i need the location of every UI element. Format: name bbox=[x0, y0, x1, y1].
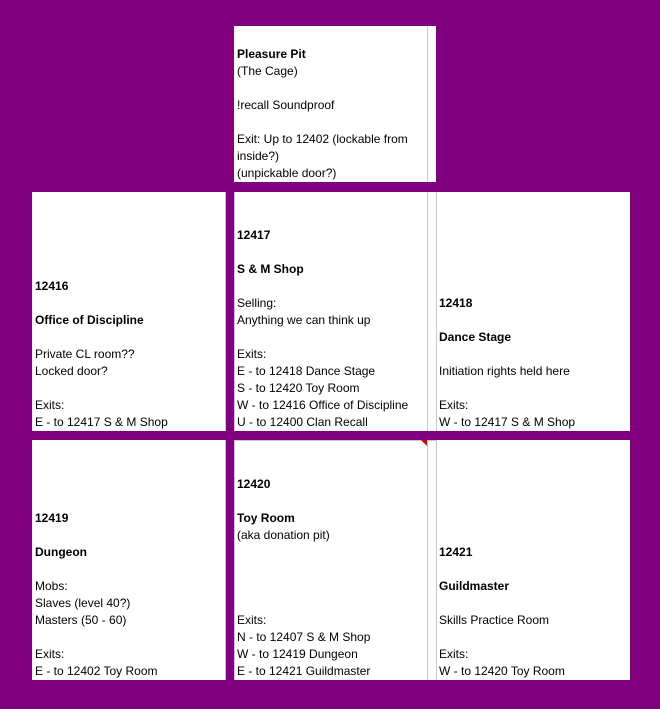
room-text-line bbox=[439, 346, 627, 363]
room-text-line: (aka donation pit) bbox=[237, 528, 330, 542]
room-text-line: Private CL room?? bbox=[35, 347, 135, 361]
gridline bbox=[225, 192, 226, 431]
room-text-line: W - to 12419 Dungeon bbox=[237, 647, 358, 661]
room-heading: 12417 bbox=[237, 228, 271, 242]
gridline bbox=[436, 440, 437, 680]
room-text-line bbox=[439, 561, 627, 578]
room-heading: Dungeon bbox=[35, 545, 87, 559]
room-text-line bbox=[35, 527, 222, 544]
room-text-line: U - to 12400 Clan Recall bbox=[237, 415, 368, 429]
gridline bbox=[436, 192, 437, 431]
room-text-line: Exit: Up to 12402 (lockable from bbox=[237, 132, 408, 146]
room-heading: Dance Stage bbox=[439, 330, 512, 344]
room-text-line: Exits: bbox=[439, 647, 469, 661]
room-text-line: E - to 12417 S & M Shop bbox=[35, 415, 168, 429]
room-text-line: Mobs: bbox=[35, 579, 68, 593]
room-text-line: Initiation rights held here bbox=[439, 364, 570, 378]
room-heading: 12416 bbox=[35, 279, 69, 293]
room-text-line bbox=[237, 493, 433, 510]
gridline bbox=[225, 440, 226, 680]
room-text-line: (The Cage) bbox=[237, 64, 298, 78]
room-text-line bbox=[439, 312, 627, 329]
room-heading: Office of Discipline bbox=[35, 313, 144, 327]
room-cell-pleasure-pit[interactable] bbox=[234, 26, 436, 182]
room-text-line: S - to 12420 Toy Room bbox=[237, 381, 360, 395]
room-text-line: Exits: bbox=[237, 613, 267, 627]
room-heading: Guildmaster bbox=[439, 579, 510, 593]
room-text-line bbox=[35, 629, 222, 646]
room-text-line: Skills Practice Room bbox=[439, 613, 550, 627]
room-text-line bbox=[35, 295, 222, 312]
gridline bbox=[234, 192, 235, 431]
room-text-line: Exits: bbox=[35, 647, 65, 661]
room-heading: 12421 bbox=[439, 545, 473, 559]
room-text-line bbox=[35, 329, 222, 346]
room-heading: S & M Shop bbox=[237, 262, 304, 276]
room-text-line: Anything we can think up bbox=[237, 313, 371, 327]
room-text-line: E - to 12418 Dance Stage bbox=[237, 364, 376, 378]
room-text-line: Masters (50 - 60) bbox=[35, 613, 127, 627]
room-text-line: W - to 12417 S & M Shop bbox=[439, 415, 576, 429]
room-text-line bbox=[237, 329, 433, 346]
room-text-line: W - to 12416 Office of Discipline bbox=[237, 398, 409, 412]
room-text-line: (unpickable door?) bbox=[237, 166, 337, 180]
room-text-line bbox=[237, 544, 433, 561]
gridline bbox=[427, 26, 428, 182]
room-text-line bbox=[439, 595, 627, 612]
room-text-line: Locked door? bbox=[35, 364, 108, 378]
room-text-line bbox=[237, 278, 433, 295]
room-text-line bbox=[439, 380, 627, 397]
room-text-line: E - to 12421 Guildmaster bbox=[237, 664, 371, 678]
room-text-line: N - to 12407 S & M Shop bbox=[237, 630, 371, 644]
room-text-line bbox=[35, 561, 222, 578]
gridline bbox=[427, 440, 428, 680]
room-text-line: E - to 12402 Toy Room bbox=[35, 664, 158, 678]
room-cell-12417[interactable] bbox=[234, 192, 436, 431]
room-text-line bbox=[237, 80, 433, 97]
room-cell-12418[interactable] bbox=[436, 192, 630, 431]
room-heading: 12420 bbox=[237, 477, 271, 491]
room-text-line: Slaves (level 40?) bbox=[35, 596, 131, 610]
gridline bbox=[234, 440, 436, 441]
room-text-line: !recall Soundproof bbox=[237, 98, 335, 112]
room-cell-12416[interactable] bbox=[32, 192, 225, 431]
room-text-line bbox=[237, 595, 433, 612]
room-text-line: inside?) bbox=[237, 149, 280, 163]
room-cell-12419[interactable] bbox=[32, 440, 225, 680]
room-text-line bbox=[237, 114, 433, 131]
room-text-line bbox=[237, 578, 433, 595]
room-heading: 12419 bbox=[35, 511, 69, 525]
room-heading: Pleasure Pit bbox=[237, 47, 306, 61]
room-heading: Toy Room bbox=[237, 511, 295, 525]
room-text-line: Exits: bbox=[237, 347, 267, 361]
room-text-line bbox=[237, 244, 433, 261]
room-text-line: Exits: bbox=[439, 398, 469, 412]
room-text-line: W - to 12420 Toy Room bbox=[439, 664, 565, 678]
room-heading: 12418 bbox=[439, 296, 473, 310]
room-text-line bbox=[35, 380, 222, 397]
room-cell-12421[interactable] bbox=[436, 440, 630, 680]
room-text-line bbox=[237, 561, 433, 578]
gridline bbox=[427, 192, 428, 431]
room-cell-12420[interactable] bbox=[234, 440, 436, 680]
room-text-line: Exits: bbox=[35, 398, 65, 412]
comment-marker-icon[interactable] bbox=[421, 440, 427, 446]
room-text-line bbox=[439, 629, 627, 646]
gridline bbox=[234, 440, 235, 680]
room-text-line: Selling: bbox=[237, 296, 277, 310]
